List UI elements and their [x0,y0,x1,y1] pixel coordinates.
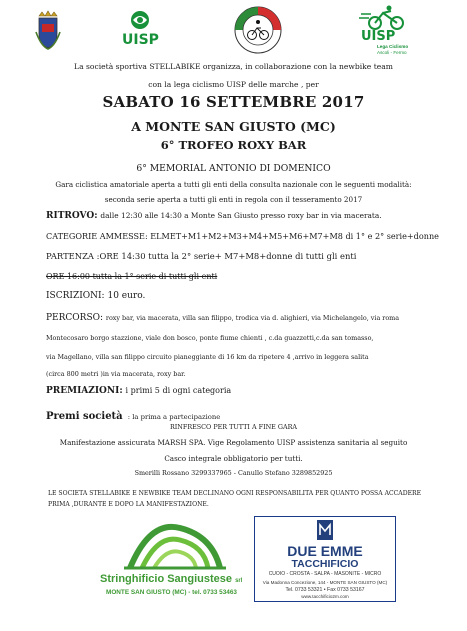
event-location: A MONTE SAN GIUSTO (MC) [131,119,336,134]
premi-row [46,404,220,423]
iscrizioni-text: 10 euro. [107,291,146,301]
stringhificio-name: Stringhificio Sangiustese srl [100,573,243,585]
memorial-title: 6° MEMORIAL ANTONIO DI DOMENICO [136,163,331,174]
iscrizioni-row [46,291,145,301]
due-emme-materials: CUOIO - CROSTA - SALPA - MASONITE - MICRO [268,571,382,577]
trophy-title: 6° TROFEO ROXY BAR [160,138,307,152]
percorso-row [46,313,399,323]
categorie-label: CATEGORIE AMMESSE: [46,231,148,241]
due-emme-logo-mark [317,520,333,540]
premi-label: Premi società [46,411,123,422]
due-emme-phone: Tel. 0733 53321 • Fax 0733 53167 [285,587,365,593]
race-description: Gara ciclistica amatoriale aperta a tutti gli enti della consulta nazionale con le seguenti modalità: [55,180,412,189]
uisp-logo [120,8,160,52]
second-series-note: seconda serie aperta a tutti gli enti in regola con il tesseramento 2017 [104,195,363,204]
disclaimer-line-1: LE SOCIETA STELLABIKE E NEWBIKE TEAM DECLINANO OGNI RESPONSABILITA PER QUANTO POSSA ACCADERE [48,490,422,497]
insurance-note: Manifestazione assicurata MARSH SPA. Vige Regolamento UISP assistenza sanitaria al seguito [59,438,408,447]
ore-line: ORE 16:00 tutta la 1° serie di tutti gli enti [46,272,218,281]
ritrovo-row [46,211,382,221]
uisp-ascoli-fermo-logo [355,5,415,57]
due-emme-title: DUE EMME [287,543,363,559]
intro-line-1: La società sportiva STELLABIKE organizza, in collaborazione con la newbike team [74,62,393,71]
categorie-text: ELMET+M1+M2+M3+M4+M5+M6+M7+M8 di 1° e 2° serie+donne [150,231,439,241]
due-emme-subtitle: TACCHIFICIO [291,558,359,570]
ritrovo-label: RITROVO: [46,211,98,221]
premiazioni-label: PREMIAZIONI: [46,386,123,396]
uisp-right-sub1: Lega Ciclismo [377,44,409,49]
disclaimer-line-2: PRIMA ,DURANTE E DOPO LA MANIFESTAZIONE. [48,501,209,508]
ritrovo-text: dalle 12:30 alle 14:30 a Monte San Giusto presso roxy bar in via macerata. [100,211,382,220]
partenza-row [46,251,356,261]
premiazioni-row [46,386,231,396]
iscrizioni-label: ISCRIZIONI: [46,291,105,301]
uisp-logo-label: UISP [122,32,159,48]
due-emme-ad [254,516,396,602]
percorso-line-4: (circa 800 metri )in via macerata, roxy bar. [46,370,186,378]
partenza-text: ORE 14:30 tutta la 2° serie+ M7+M8+donne di tutti gli enti [99,251,357,261]
rinfresco-note: RINFRESCO PER TUTTI A FINE GARA [169,423,298,431]
due-emme-address: Via Madonna Concezione, 144 - MONTE SAN GIUSTO (MC) [262,580,388,585]
stringhificio-ad [100,518,250,608]
percorso-label: PERCORSO: [46,313,104,323]
intro-line-2: con la lega ciclismo UISP delle marche , per [148,80,319,89]
helmet-note: Casco integrale obbligatorio per tutti. [164,454,303,463]
contacts-line: Smerilli Rossano 3299337965 - Canullo Stefano 3289852925 [134,469,333,477]
municipal-crest-logo [33,10,63,50]
categorie-row [46,231,439,241]
percorso-line-1: roxy bar, via macerata, villa san filippo, trodica via d. alighieri, via Michelangelo, via roma [105,314,400,322]
partenza-label: PARTENZA : [46,251,100,261]
premi-text: : la prima a partecipazione [127,413,221,421]
percorso-line-3: via Magellano, villa san filippo circuito pianeggiante di 16 km da ripetere 4 ,arrivo in leggera salita [46,353,369,361]
uisp-right-sub2: Ascoli - Fermo [377,50,407,55]
event-date: SABATO 16 SETTEMBRE 2017 [102,93,365,111]
due-emme-web: www.tacchificio2m.com [301,594,349,599]
stringhificio-place: MONTE SAN GIUSTO (MC) - tel. 0733 53463 [106,589,237,596]
cycling-club-emblem [233,5,283,55]
percorso-line-2: Montecosaro borgo stazzione, viale don bosco, ponte fiume chienti , c.da guazzetti,c.da san tomasso, [46,334,374,342]
premiazioni-text: i primi 5 di ogni categoria [125,386,232,395]
uisp-right-label: UISP [361,29,396,44]
